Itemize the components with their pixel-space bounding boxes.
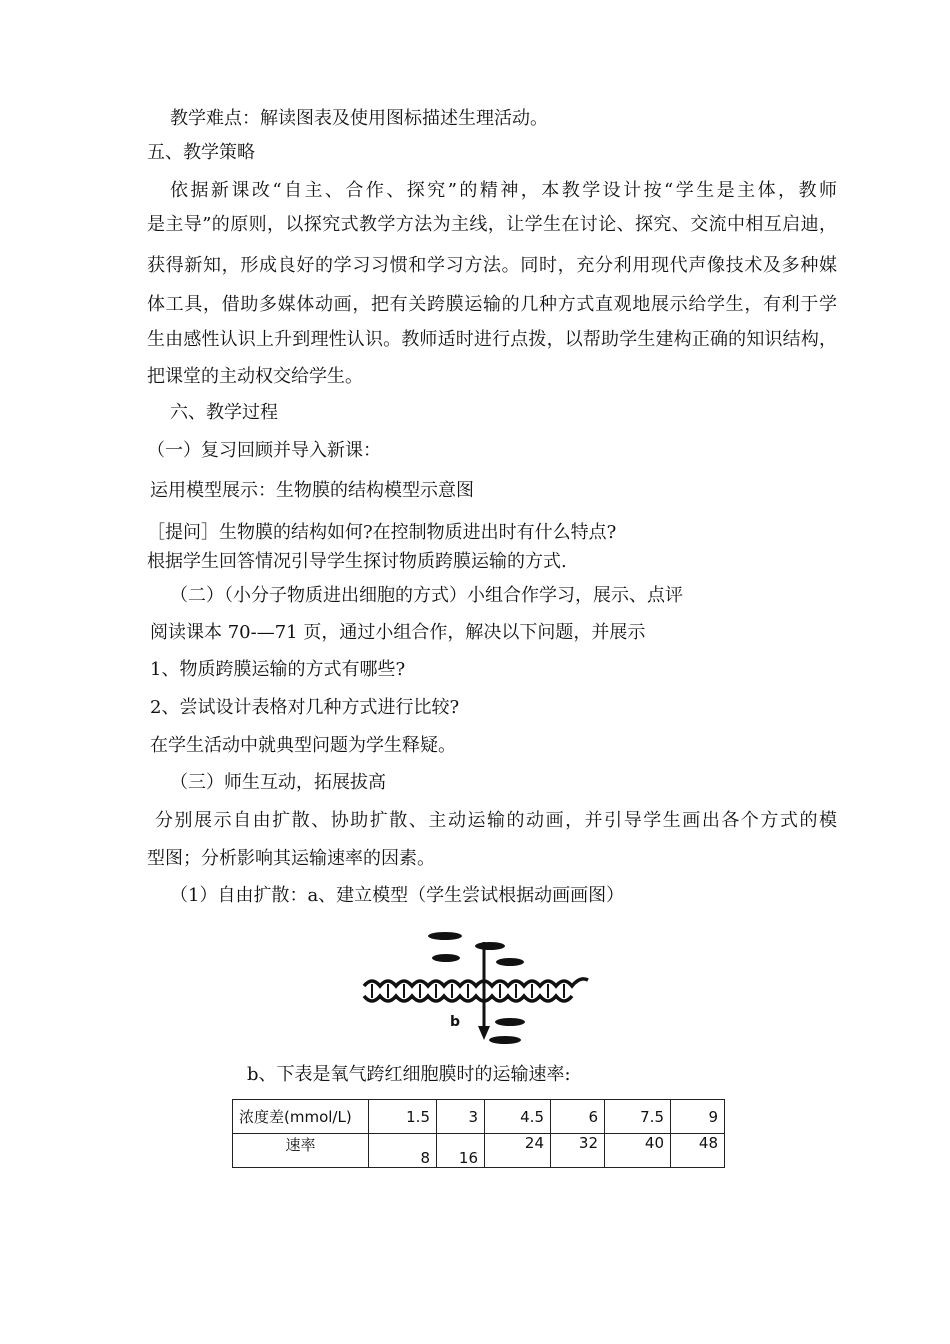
reading-line: 阅读课本 70-—71 页，通过小组合作，解决以下问题，并展示 <box>150 622 646 643</box>
table-cell: 4.5 <box>485 1100 551 1134</box>
section-five-heading: 五、教学策略 <box>147 142 255 163</box>
table-cell: 6 <box>551 1100 605 1134</box>
table-cell: 40 <box>605 1134 671 1168</box>
strategy-line-4: 体工具，借助多媒体动画，把有关跨膜运输的几种方式直观地展示给学生，有利于学 <box>147 294 837 315</box>
table-cell: 9 <box>671 1100 725 1134</box>
table-cell: 3 <box>437 1100 485 1134</box>
rate-header: 速率 <box>233 1134 369 1168</box>
guide-line: 根据学生回答情况引导学生探讨物质跨膜运输的方式. <box>147 551 567 572</box>
animation-line-1: 分别展示自由扩散、协助扩散、主动运输的动画，并引导学生画出各个方式的模 <box>155 810 837 831</box>
free-diffusion-line: （1）自由扩散：a、建立模型（学生尝试根据动画画图） <box>170 885 625 906</box>
table-cell: 24 <box>485 1134 551 1168</box>
oxygen-transport-rate-table <box>232 1099 725 1168</box>
table-cell: 8 <box>369 1134 437 1168</box>
strategy-line-3: 获得新知，形成良好的学习习惯和学习方法。同时，充分利用现代声像技术及多种媒 <box>147 255 837 276</box>
membrane-diagram <box>360 928 595 1048</box>
section-six-heading: 六、教学过程 <box>170 402 278 423</box>
table-row <box>233 1134 725 1168</box>
strategy-line-2: 是主导”的原则，以探究式教学方法为主线，让学生在讨论、探究、交流中相互启迪， <box>147 214 837 235</box>
table-row <box>233 1100 725 1134</box>
strategy-line-5: 生由感性认识上升到理性认识。教师适时进行点拨，以帮助学生建构正确的知识结构， <box>147 329 837 350</box>
table-cell: 48 <box>671 1134 725 1168</box>
diffusion-arrow <box>478 942 490 1040</box>
teaching-difficulty: 教学难点：解读图表及使用图标描述生理活动。 <box>170 108 548 129</box>
table-cell: 7.5 <box>605 1100 671 1134</box>
bilayer-heads <box>364 979 588 1001</box>
part-two-heading: （二）（小分子物质进出细胞的方式）小组合作学习，展示、点评 <box>170 585 683 606</box>
table-cell: 1.5 <box>369 1100 437 1134</box>
strategy-line-1: 依据新课改“自主、合作、探究”的精神，本教学设计按“学生是主体，教师 <box>170 180 837 201</box>
table-cell: 32 <box>551 1134 605 1168</box>
concentration-header: 浓度差(mmol/L) <box>233 1100 369 1134</box>
doubt-line: 在学生活动中就典型问题为学生释疑。 <box>150 735 456 756</box>
model-display-line: 运用模型展示：生物膜的结构模型示意图 <box>150 480 474 501</box>
bilayer-tails <box>372 984 564 998</box>
question-one: 1、物质跨膜运输的方式有哪些? <box>150 659 406 680</box>
animation-line-2: 型图；分析影响其运输速率的因素。 <box>147 848 435 869</box>
strategy-line-6: 把课堂的主动权交给学生。 <box>147 366 363 387</box>
question-two: 2、尝试设计表格对几种方式进行比较? <box>150 697 460 718</box>
part-one-heading: （一）复习回顾并导入新课： <box>147 440 381 461</box>
diagram-label-b: b <box>450 1014 461 1030</box>
table-cell: 16 <box>437 1134 485 1168</box>
question-line: ［提问］生物膜的结构如何?在控制物质进出时有什么特点? <box>147 522 617 543</box>
table-intro: b、下表是氧气跨红细胞膜时的运输速率: <box>247 1064 571 1085</box>
part-three-heading: （三）师生互动，拓展拔高 <box>170 772 386 793</box>
